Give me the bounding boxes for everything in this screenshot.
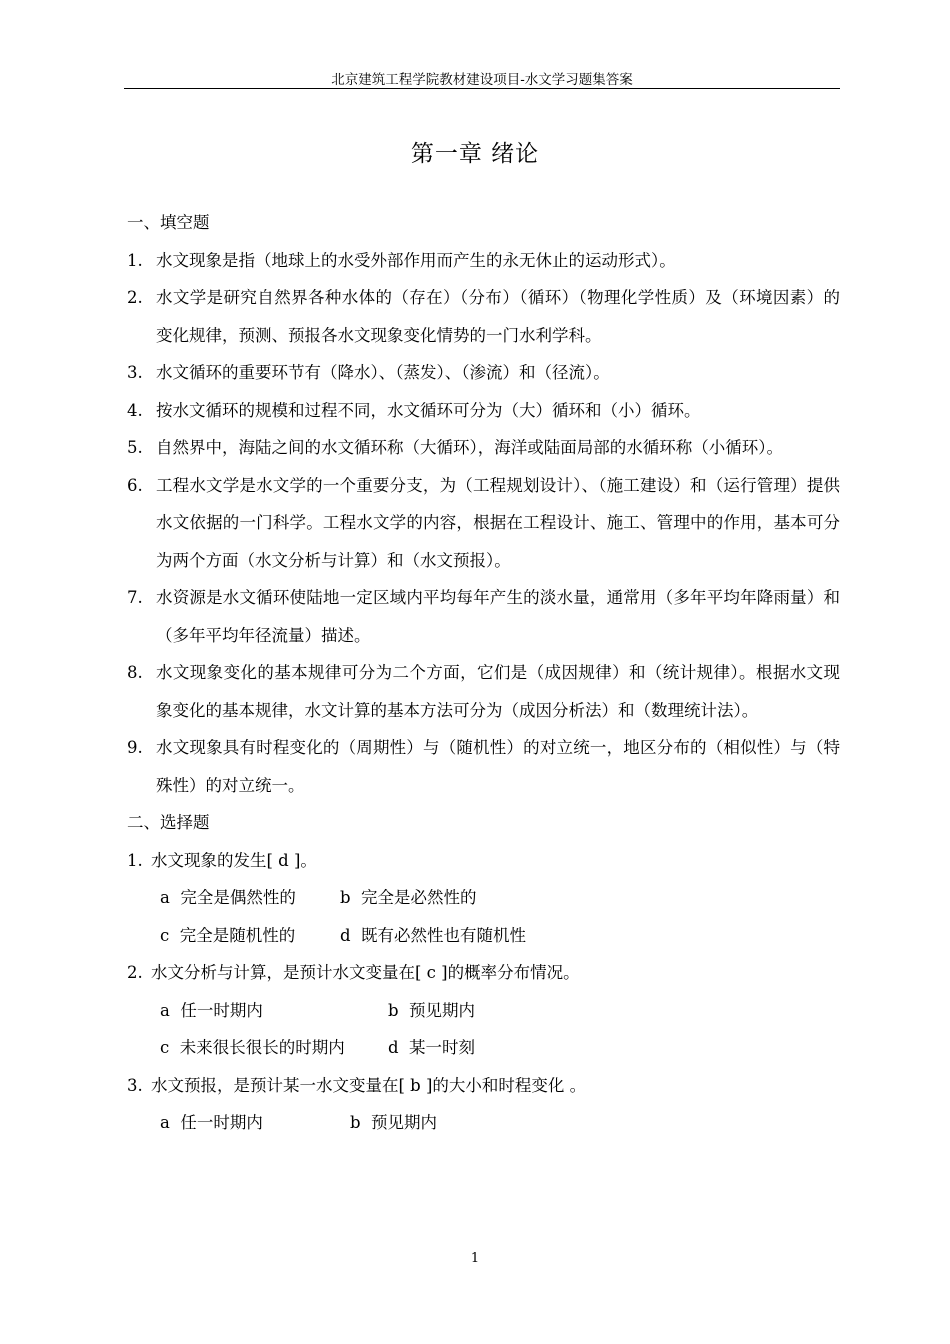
question-number: 2.: [127, 963, 143, 982]
question-text: 水文分析与计算，是预计水文变量在[ c ]的概率分布情况。: [151, 963, 580, 982]
option-d: d 既有必然性也有随机性: [340, 925, 527, 945]
question-number: 1.: [127, 850, 143, 870]
item-number: 1.: [127, 250, 143, 270]
item-text: 自然界中，海陆之间的水文循环称（大循环），海洋或陆面局部的水循环称（小循环）。: [156, 438, 783, 457]
fill-blank-item: [124, 579, 840, 654]
option-row: [124, 879, 840, 917]
item-text: 水文现象是指（地球上的水受外部作用而产生的永无休止的运动形式）。: [156, 250, 676, 270]
fill-blank-item: [124, 242, 840, 280]
question-number: 3.: [127, 1075, 143, 1095]
option-b: b 预见期内: [350, 1113, 438, 1132]
item-text: 水文现象变化的基本规律可分为二个方面，它们是（成因规律）和（统计规律）。根据水文现象变化的基本规律，水文计算的基本方法可分为（成因分析法）和（数理统计法）。: [156, 663, 840, 720]
choice-question: [124, 954, 840, 992]
question-text: 水文预报，是预计某一水文变量在[ b ]的大小和时程变化 。: [151, 1075, 587, 1095]
fill-blank-item: [124, 729, 840, 804]
fill-blank-item: [124, 429, 840, 467]
choice-question: [124, 1067, 840, 1105]
option-a: a 完全是偶然性的: [160, 888, 296, 907]
main-content: [124, 204, 840, 1142]
option-a: a 任一时期内: [160, 1113, 263, 1132]
header-rule: [124, 88, 840, 89]
item-number: 2.: [127, 288, 143, 307]
option-c: c 未来很长很长的时期内: [160, 1038, 345, 1057]
fill-blank-item: [124, 279, 840, 354]
option-row: [124, 917, 840, 955]
item-number: 7.: [127, 588, 143, 607]
running-header: 北京建筑工程学院教材建设项目-水文学习题集答案: [331, 72, 633, 88]
option-a: a 任一时期内: [160, 1000, 263, 1020]
item-number: 8.: [127, 663, 143, 682]
item-number: 3.: [127, 363, 143, 382]
option-b: b 完全是必然性的: [340, 888, 477, 907]
choice-question: [124, 842, 840, 880]
fill-blank-item: [124, 654, 840, 729]
option-b: b 预见期内: [388, 1000, 476, 1020]
option-row: [124, 1029, 840, 1067]
item-text: 水文循环的重要环节有（降水）、（蒸发）、（渗流）和（径流）。: [156, 363, 610, 382]
option-row: [124, 992, 840, 1030]
option-c: c 完全是随机性的: [160, 925, 296, 945]
fill-blank-item: [124, 467, 840, 580]
item-number: 4.: [127, 400, 143, 420]
item-text: 水资源是水文循环使陆地一定区域内平均每年产生的淡水量，通常用（多年平均年降雨量）和（多年平均年径流量）描述。: [156, 588, 840, 645]
item-number: 6.: [127, 475, 143, 495]
fill-blank-item: [124, 354, 840, 392]
option-row: [124, 1104, 840, 1142]
section-heading-fill-blank: 一、填空题: [127, 213, 210, 232]
page-number: 1: [470, 1251, 480, 1266]
item-text: 按水文循环的规模和过程不同，水文循环可分为（大）循环和（小）循环。: [156, 400, 701, 420]
chapter-title: 第一章 绪论: [410, 141, 540, 167]
item-text: 水文现象具有时程变化的（周期性）与（随机性）的对立统一，地区分布的（相似性）与（特殊性）的对立统一。: [156, 738, 840, 795]
section-heading-multiple-choice: 二、选择题: [127, 813, 210, 832]
item-number: 9.: [127, 738, 143, 757]
item-text: 水文学是研究自然界各种水体的（存在）（分布）（循环）（物理化学性质）及（环境因素）的变化规律，预测、预报各水文现象变化情势的一门水利学科。: [156, 288, 840, 345]
question-text: 水文现象的发生[ d ]。: [151, 850, 317, 870]
fill-blank-item: [124, 392, 840, 430]
option-d: d 某一时刻: [388, 1038, 476, 1057]
item-number: 5.: [127, 438, 143, 457]
item-text: 工程水文学是水文学的一个重要分支，为（工程规划设计）、（施工建设）和（运行管理）提供水文依据的一门科学。工程水文学的内容，根据在工程设计、施工、管理中的作用，基本可分为两个方面（水文分析与计算）和（水文预报）。: [156, 475, 840, 570]
